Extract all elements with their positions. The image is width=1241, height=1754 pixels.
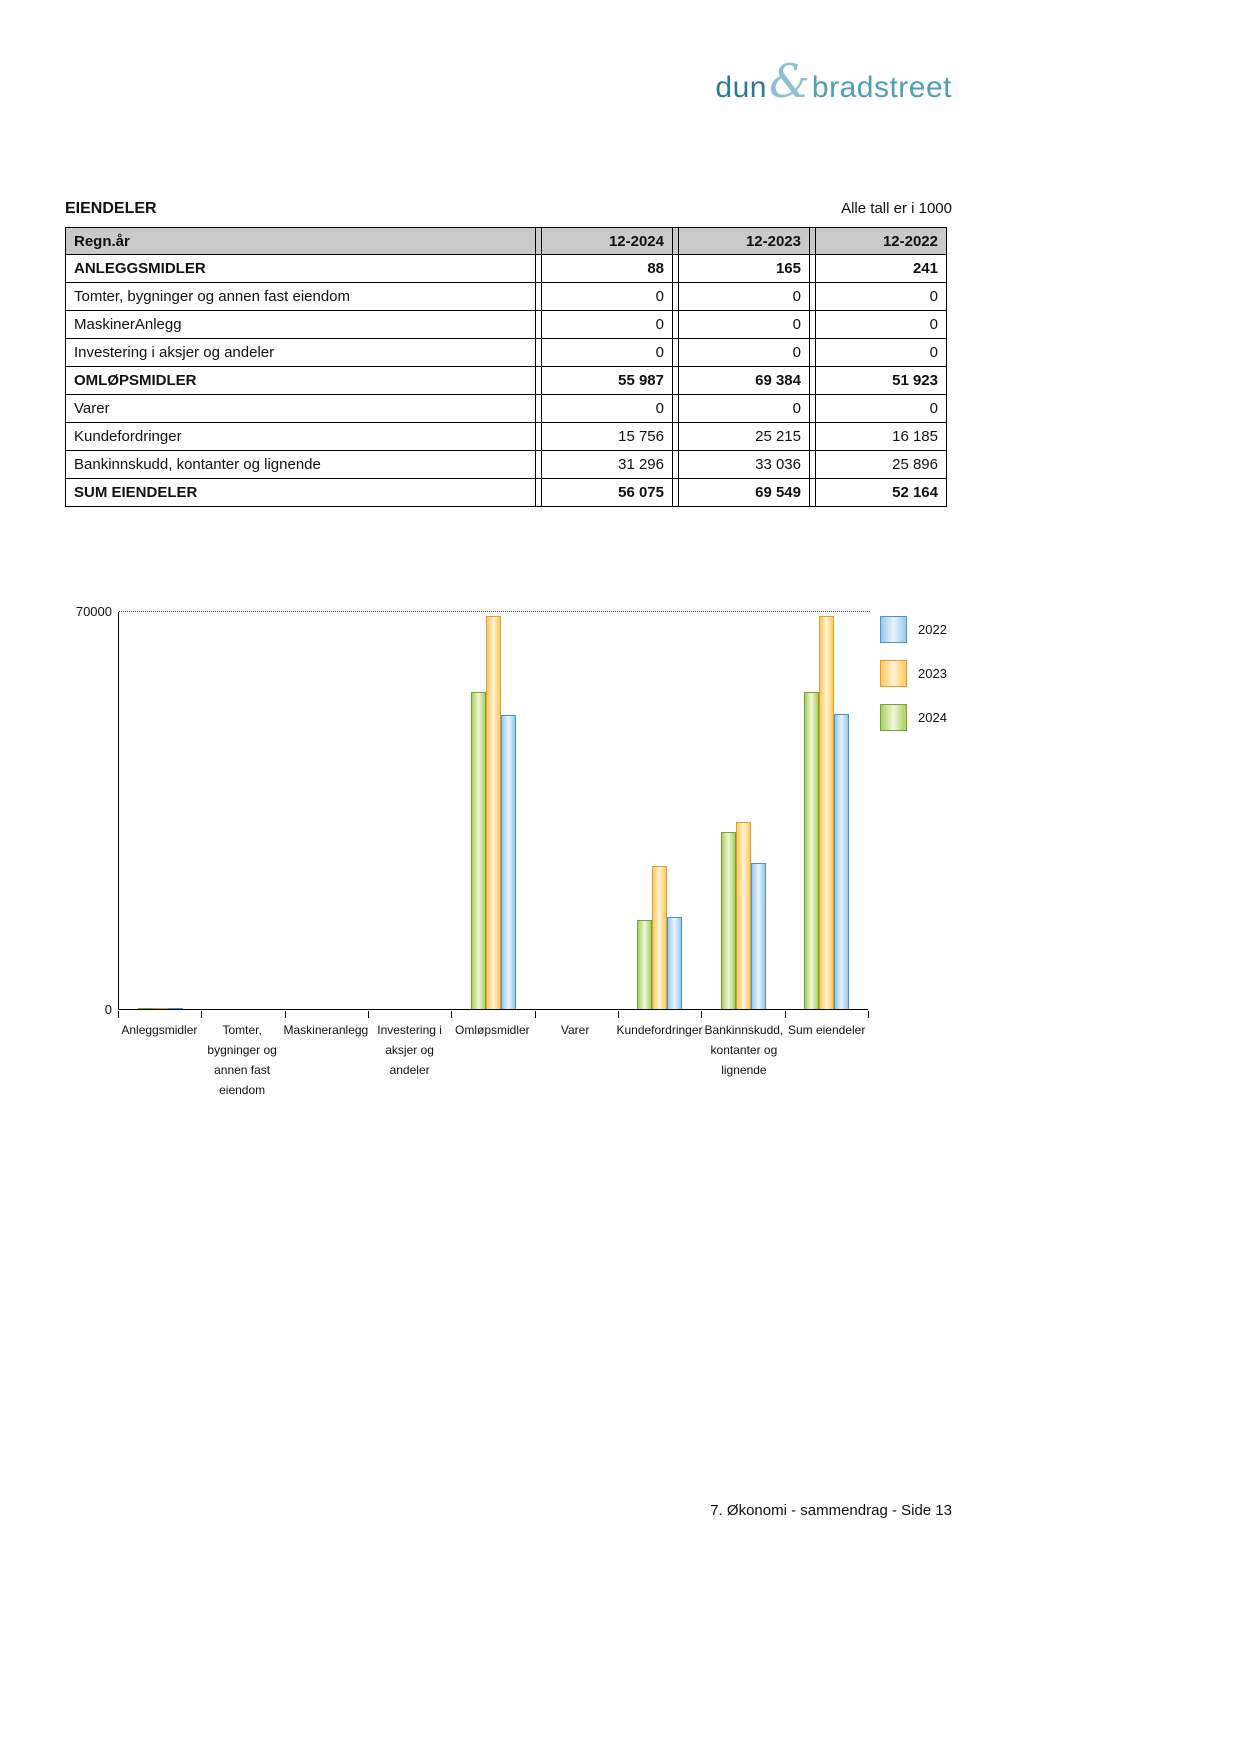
- bar-2022: [501, 715, 516, 1009]
- column-header-2023: 12-2023: [678, 227, 810, 255]
- legend-label: 2024: [918, 710, 947, 725]
- chart-plot-area: [118, 612, 868, 1010]
- legend-item-2023: [880, 660, 947, 687]
- row-value: 0: [678, 339, 810, 367]
- bar-2024: [804, 692, 819, 1009]
- bar-group: [202, 612, 285, 1009]
- row-value: 88: [541, 255, 673, 283]
- bar-group: [535, 612, 618, 1009]
- bar-2024: [637, 920, 652, 1009]
- column-header-2022: 12-2022: [815, 227, 947, 255]
- row-label: Tomter, bygninger og annen fast eiendom: [65, 283, 536, 311]
- x-axis-tick: [868, 1011, 869, 1018]
- table-header-row: [65, 227, 947, 255]
- row-label: Bankinnskudd, kontanter og lignende: [65, 451, 536, 479]
- bar-group: [452, 612, 535, 1009]
- row-value: 0: [815, 339, 947, 367]
- table-row: [65, 423, 947, 451]
- x-axis-category-label: Anleggsmidler: [121, 1023, 198, 1037]
- chart-legend: [880, 616, 947, 731]
- x-axis-category-label: Maskineranlegg: [283, 1023, 369, 1037]
- row-value: 69 549: [678, 479, 810, 507]
- row-label: Investering i aksjer og andeler: [65, 339, 536, 367]
- x-axis-category-label: Varer: [560, 1023, 590, 1037]
- x-axis-ticks: [118, 1011, 869, 1018]
- row-value: 56 075: [541, 479, 673, 507]
- row-value: 0: [815, 395, 947, 423]
- table-row: [65, 367, 947, 395]
- bar-2022: [168, 1008, 183, 1009]
- legend-swatch-2022: [880, 616, 907, 643]
- logo-text-bradstreet: bradstreet: [811, 71, 952, 104]
- x-axis-tick: [535, 1011, 536, 1018]
- bar-group: [618, 612, 701, 1009]
- dun-bradstreet-logo: [715, 54, 952, 108]
- row-label: Varer: [65, 395, 536, 423]
- bar-2024: [471, 692, 486, 1009]
- row-value: 55 987: [541, 367, 673, 395]
- legend-label: 2022: [918, 622, 947, 637]
- legend-label: 2023: [918, 666, 947, 681]
- legend-swatch-2024: [880, 704, 907, 731]
- assets-table: [65, 227, 947, 507]
- x-axis-labels: [118, 1020, 868, 1100]
- x-axis-tick: [701, 1011, 702, 1018]
- row-value: 0: [541, 311, 673, 339]
- table-row: [65, 311, 947, 339]
- bar-2023: [486, 616, 501, 1009]
- legend-item-2024: [880, 704, 947, 731]
- x-axis-tick: [618, 1011, 619, 1018]
- row-value: 25 215: [678, 423, 810, 451]
- bar-groups: [119, 612, 868, 1009]
- table-row: [65, 479, 947, 507]
- row-value: 52 164: [815, 479, 947, 507]
- row-value: 15 756: [541, 423, 673, 451]
- row-value: 0: [541, 339, 673, 367]
- legend-item-2022: [880, 616, 947, 643]
- bar-2022: [751, 863, 766, 1009]
- x-axis-category-label: Omløpsmidler: [455, 1023, 530, 1037]
- bar-group: [785, 612, 868, 1009]
- x-axis-category-label: Bankinnskudd, kontanter og lignende: [704, 1023, 784, 1077]
- bar-group: [702, 612, 785, 1009]
- row-value: 241: [815, 255, 947, 283]
- x-axis-tick: [368, 1011, 369, 1018]
- column-header-2024: 12-2024: [541, 227, 673, 255]
- x-axis-tick: [118, 1011, 119, 1018]
- row-label: MaskinerAnlegg: [65, 311, 536, 339]
- page-footer: 7. Økonomi - sammendrag - Side 13: [710, 1502, 952, 1519]
- x-axis-category-label: Sum eiendeler: [787, 1023, 866, 1037]
- row-value: 0: [541, 395, 673, 423]
- legend-swatch-2023: [880, 660, 907, 687]
- x-axis-tick: [451, 1011, 452, 1018]
- x-axis-category-label: Tomter, bygninger og annen fast eiendom: [207, 1023, 277, 1097]
- x-axis-tick: [201, 1011, 202, 1018]
- section-header: [65, 200, 952, 218]
- row-value: 0: [815, 311, 947, 339]
- row-label: ANLEGGSMIDLER: [65, 255, 536, 283]
- bar-group: [119, 612, 202, 1009]
- bar-group: [285, 612, 368, 1009]
- table-row: [65, 339, 947, 367]
- row-value: 0: [678, 395, 810, 423]
- bar-2022: [667, 917, 682, 1009]
- assets-bar-chart: [65, 604, 1165, 1132]
- bar-2023: [652, 866, 667, 1009]
- ampersand-icon: &: [768, 54, 810, 108]
- bar-2023: [153, 1008, 168, 1009]
- x-axis-tick: [785, 1011, 786, 1018]
- bar-2024: [721, 832, 736, 1009]
- row-label: SUM EIENDELER: [65, 479, 536, 507]
- row-value: 31 296: [541, 451, 673, 479]
- bar-group: [369, 612, 452, 1009]
- row-label: OMLØPSMIDLER: [65, 367, 536, 395]
- row-value: 51 923: [815, 367, 947, 395]
- row-label: Kundefordringer: [65, 423, 536, 451]
- y-axis-tick-0: 0: [104, 1002, 112, 1017]
- bar-2022: [834, 714, 849, 1009]
- page-title: EIENDELER: [65, 200, 157, 217]
- table-row: [65, 283, 947, 311]
- bar-2023: [736, 822, 751, 1009]
- x-axis-category-label: Kundefordringer: [616, 1023, 703, 1037]
- row-value: 165: [678, 255, 810, 283]
- row-value: 0: [815, 283, 947, 311]
- x-axis-tick: [285, 1011, 286, 1018]
- table-row: [65, 451, 947, 479]
- row-value: 16 185: [815, 423, 947, 451]
- x-axis-category-label: Investering i aksjer og andeler: [377, 1023, 442, 1077]
- column-header-regnaar: Regn.år: [65, 227, 536, 255]
- row-value: 0: [541, 283, 673, 311]
- bar-2023: [819, 616, 834, 1009]
- table-row: [65, 395, 947, 423]
- row-value: 0: [678, 311, 810, 339]
- y-axis-tick-70000: 70000: [75, 604, 112, 619]
- row-value: 25 896: [815, 451, 947, 479]
- table-row: [65, 255, 947, 283]
- row-value: 33 036: [678, 451, 810, 479]
- bar-2024: [138, 1008, 153, 1009]
- row-value: 0: [678, 283, 810, 311]
- units-note: Alle tall er i 1000: [841, 200, 952, 217]
- logo-text-dun: dun: [715, 71, 767, 104]
- row-value: 69 384: [678, 367, 810, 395]
